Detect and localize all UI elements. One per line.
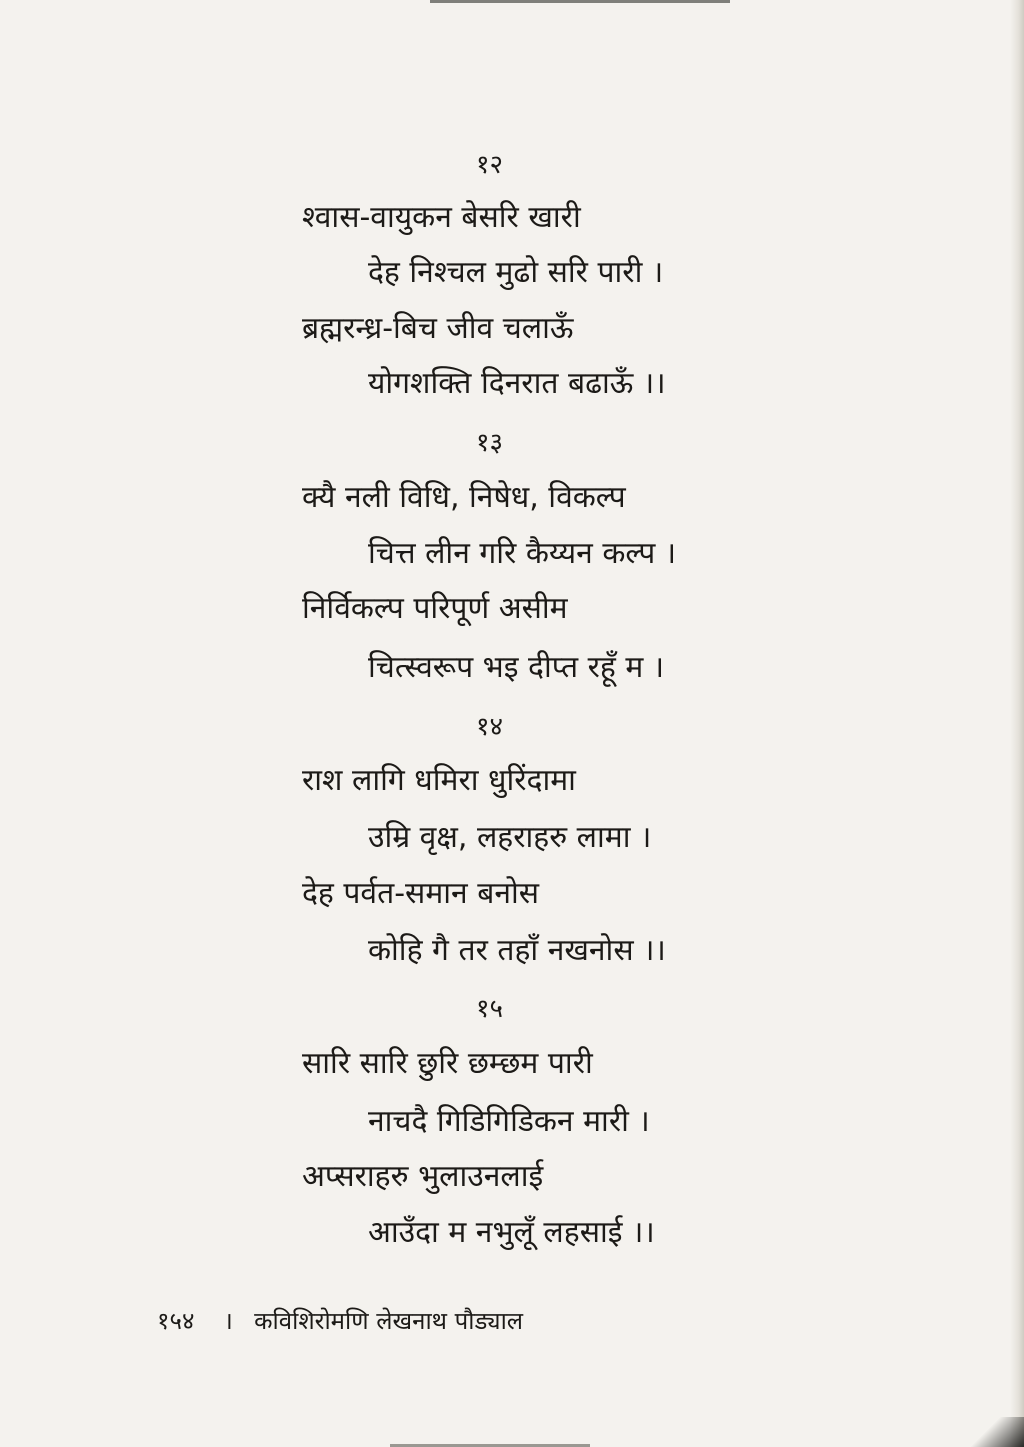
footer-separator: । (223, 1307, 233, 1335)
verse-line: उम्रि वृक्ष, लहराहरु लामा । (368, 820, 652, 855)
verse-line: योगशक्ति दिनरात बढाऊँ ।। (368, 366, 666, 401)
verse-line: निर्विकल्प परिपूर्ण असीम (302, 591, 568, 626)
stanza-number: १२ (476, 150, 504, 180)
stanza-number: १३ (476, 428, 504, 458)
verse-line: ब्रह्मरन्ध्र-बिच जीव चलाऊँ (302, 311, 574, 346)
verse-line: कोहि गै तर तहाँ नखनोस ।। (368, 933, 666, 968)
stanza-number: १५ (476, 994, 504, 1024)
verse-line: आउँदा म नभुलूँ लहसाई ।। (368, 1215, 655, 1250)
page-right-edge (1010, 0, 1024, 1447)
verse-line: चित्त लीन गरि कैय्यन कल्प । (368, 536, 677, 571)
verse-line: चित्स्वरूप भइ दीप्त रहूँ म । (368, 650, 665, 685)
book-title: कविशिरोमणि लेखनाथ पौड्याल (254, 1307, 524, 1335)
verse-line: श्वास-वायुकन बेसरि खारी (302, 200, 581, 235)
verse-line: सारि सारि छुरि छम्छम पारी (302, 1046, 593, 1081)
corner-shadow (964, 1417, 1024, 1447)
verse-line: राश लागि धमिरा धुरिंदामा (302, 763, 576, 798)
stanza-number: १४ (476, 712, 504, 742)
verse-line: देह पर्वत-समान बनोस (302, 876, 540, 911)
verse-line: अप्सराहरु भुलाउनलाई (302, 1159, 544, 1194)
page-top-edge (430, 0, 730, 3)
verse-line: क्यै नली विधि, निषेध, विकल्प (302, 480, 626, 515)
page-footer (157, 1304, 523, 1338)
verse-line: नाचदै गिडिगिडिकन मारी । (368, 1104, 650, 1139)
page-number: १५४ (157, 1307, 195, 1335)
verse-line: देह निश्चल मुढो सरि पारी । (368, 255, 664, 290)
